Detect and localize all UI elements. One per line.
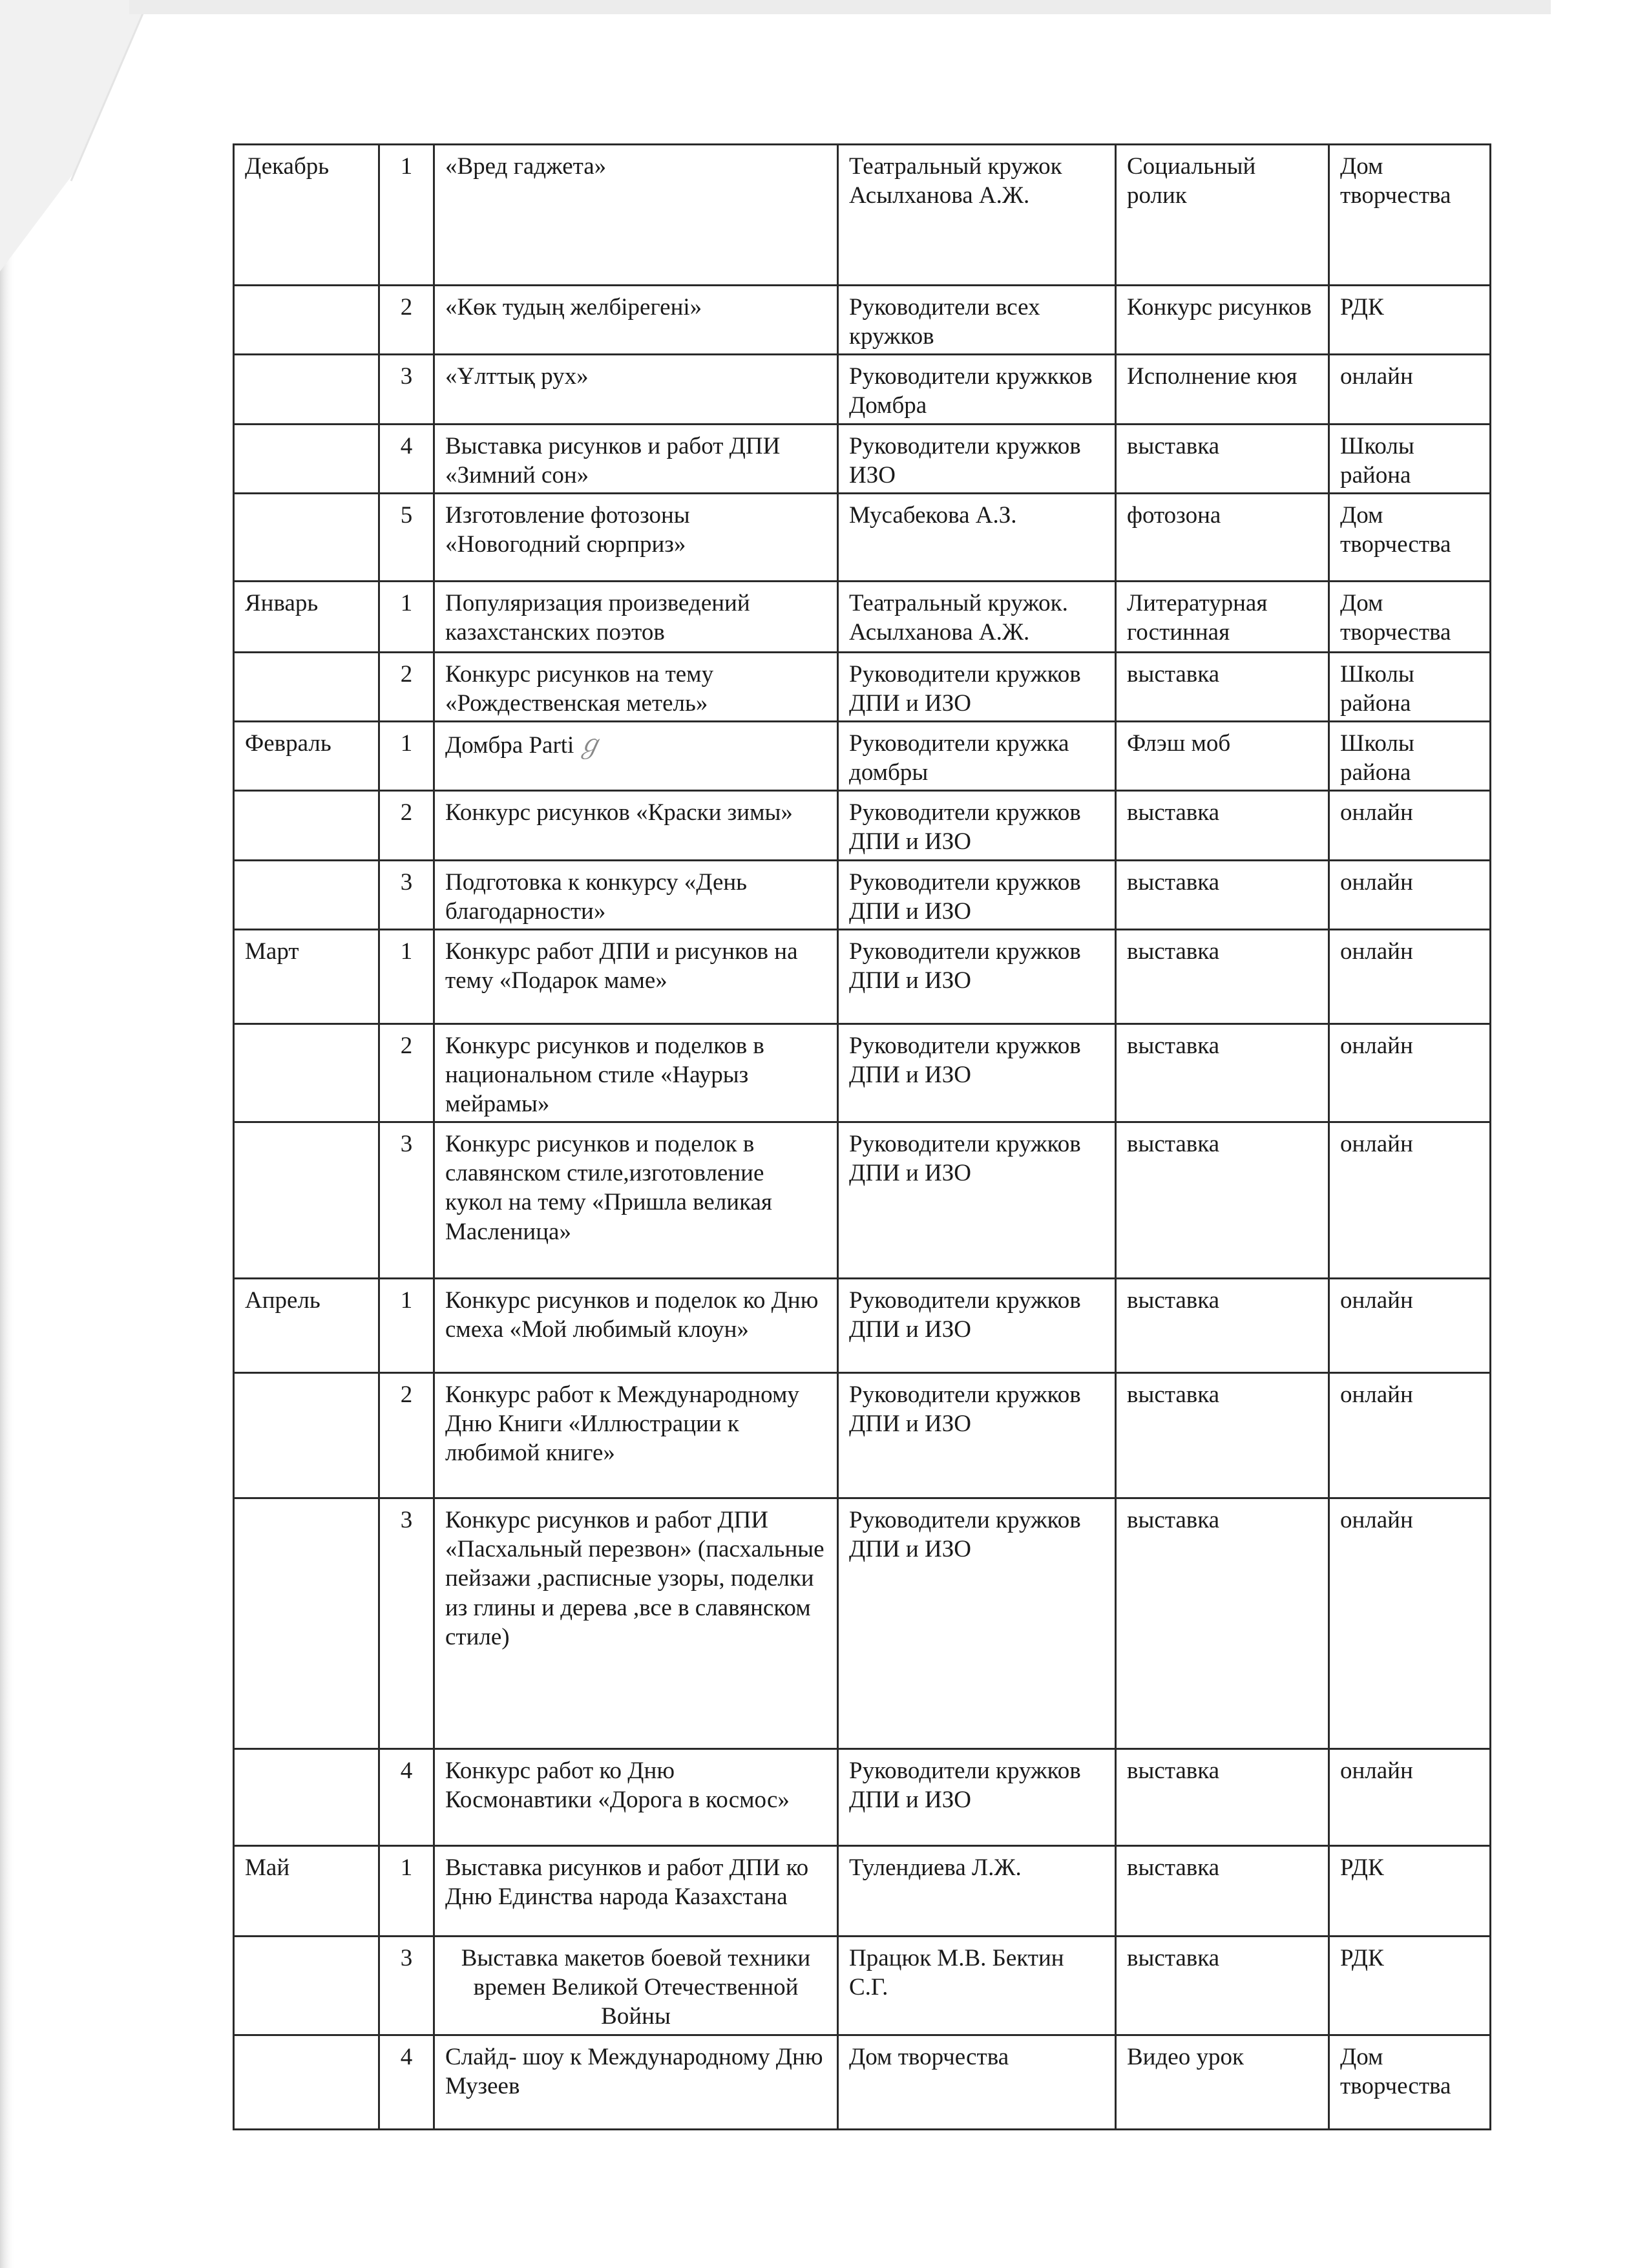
number-cell: 2 (379, 652, 434, 721)
number-cell: 3 (379, 1937, 434, 2035)
place-cell: Дом творчества (1329, 145, 1491, 286)
form-cell: выставка (1116, 1122, 1329, 1279)
month-cell (234, 860, 379, 929)
form-cell: фотозона (1116, 493, 1329, 581)
number-cell: 2 (379, 1024, 434, 1122)
month-cell (234, 2035, 379, 2129)
table-row (234, 1373, 1491, 1498)
place-cell: онлайн (1329, 355, 1491, 424)
table-row (234, 1937, 1491, 2035)
table-row (234, 1279, 1491, 1373)
month-cell (234, 1749, 379, 1846)
month-cell (234, 493, 379, 581)
event-title-cell: Выставка макетов боевой техники времен Великой Отечественной Войны (434, 1937, 838, 2035)
month-cell (234, 1122, 379, 1279)
number-cell: 4 (379, 2035, 434, 2129)
place-cell: онлайн (1329, 1498, 1491, 1749)
form-cell: выставка (1116, 1749, 1329, 1846)
number-cell: 2 (379, 1373, 434, 1498)
number-cell: 1 (379, 1846, 434, 1937)
event-title-cell: Конкурс рисунков и поделок ко Дню смеха «Мой любимый клоун» (434, 1279, 838, 1373)
responsible-cell: Руководители всех кружков (838, 286, 1116, 355)
form-cell: выставка (1116, 652, 1329, 721)
responsible-cell: Дом творчества (838, 2035, 1116, 2129)
number-cell: 1 (379, 929, 434, 1024)
event-title-cell: Конкурс работ ко Дню Космонавтики «Дорога в космос» (434, 1749, 838, 1846)
form-cell: Социальный ролик (1116, 145, 1329, 286)
month-cell (234, 424, 379, 493)
table-row (234, 2035, 1491, 2129)
form-cell: выставка (1116, 424, 1329, 493)
month-cell: Январь (234, 581, 379, 652)
event-title-cell: «Вред гаджета» (434, 145, 838, 286)
event-title-cell: Конкурс рисунков «Краски зимы» (434, 791, 838, 860)
number-cell: 2 (379, 286, 434, 355)
number-cell: 3 (379, 1122, 434, 1279)
table-row (234, 355, 1491, 424)
event-title-cell: Популяризация произведений казахстанских поэтов (434, 581, 838, 652)
form-cell: Литературная гостинная (1116, 581, 1329, 652)
place-cell: Школы района (1329, 652, 1491, 721)
responsible-cell: Працюк М.В. Бектин С.Г. (838, 1937, 1116, 2035)
place-cell: онлайн (1329, 1122, 1491, 1279)
table-row (234, 1122, 1491, 1279)
number-cell: 5 (379, 493, 434, 581)
month-cell: Февраль (234, 722, 379, 791)
responsible-cell: Театральный кружок. Асылханова А.Ж. (838, 581, 1116, 652)
event-title-cell: Конкурс работ ДПИ и рисунков на тему «Подарок маме» (434, 929, 838, 1024)
responsible-cell: Руководители кружков ДПИ и ИЗО (838, 1498, 1116, 1749)
form-cell: выставка (1116, 1279, 1329, 1373)
responsible-cell: Руководители кружков ДПИ и ИЗО (838, 860, 1116, 929)
place-cell: Дом творчества (1329, 2035, 1491, 2129)
place-cell: Дом творчества (1329, 581, 1491, 652)
place-cell: Школы района (1329, 424, 1491, 493)
table-row (234, 145, 1491, 286)
place-cell: Дом творчества (1329, 493, 1491, 581)
place-cell: РДК (1329, 1846, 1491, 1937)
place-cell: онлайн (1329, 929, 1491, 1024)
number-cell: 3 (379, 1498, 434, 1749)
form-cell: выставка (1116, 1024, 1329, 1122)
month-cell (234, 652, 379, 721)
number-cell: 4 (379, 424, 434, 493)
month-cell: Март (234, 929, 379, 1024)
event-title-cell: «Көк тудың желбірегені» (434, 286, 838, 355)
plan-table-wrapper (233, 143, 1489, 2130)
month-cell (234, 1373, 379, 1498)
table-row (234, 424, 1491, 493)
month-cell: Апрель (234, 1279, 379, 1373)
event-title-cell: Конкурс рисунков и работ ДПИ «Пасхальный перезвон» (пасхальные пейзажи ,расписные узоры, поделки из глины и дерева ,все в славянском стиле) (434, 1498, 838, 1749)
table-row (234, 1024, 1491, 1122)
table-row (234, 1846, 1491, 1937)
table-row (234, 286, 1491, 355)
table-row (234, 860, 1491, 929)
place-cell: РДК (1329, 1937, 1491, 2035)
form-cell: выставка (1116, 1846, 1329, 1937)
table-row (234, 652, 1491, 721)
responsible-cell: Тулендиева Л.Ж. (838, 1846, 1116, 1937)
table-row (234, 493, 1491, 581)
place-cell: онлайн (1329, 1024, 1491, 1122)
event-title-cell: Подготовка к конкурсу «День благодарности» (434, 860, 838, 929)
number-cell: 1 (379, 581, 434, 652)
number-cell: 3 (379, 355, 434, 424)
place-cell: онлайн (1329, 860, 1491, 929)
table-row (234, 929, 1491, 1024)
place-cell: РДК (1329, 286, 1491, 355)
responsible-cell: Руководители кружков ДПИ и ИЗО (838, 1279, 1116, 1373)
responsible-cell: Руководители кружков ДПИ и ИЗО (838, 1122, 1116, 1279)
form-cell: выставка (1116, 929, 1329, 1024)
form-cell: Исполнение кюя (1116, 355, 1329, 424)
number-cell: 3 (379, 860, 434, 929)
event-title-cell: Выставка рисунков и работ ДПИ ко Дню Единства народа Казахстана (434, 1846, 838, 1937)
month-cell (234, 791, 379, 860)
form-cell: выставка (1116, 1498, 1329, 1749)
table-row (234, 722, 1491, 791)
table-row (234, 581, 1491, 652)
event-title-cell: «Ұлттық рух» (434, 355, 838, 424)
responsible-cell: Руководители кружка домбры (838, 722, 1116, 791)
form-cell: выставка (1116, 1937, 1329, 2035)
place-cell: Школы района (1329, 722, 1491, 791)
month-cell (234, 286, 379, 355)
event-title-cell: Конкурс рисунков на тему «Рождественская метель» (434, 652, 838, 721)
form-cell: выставка (1116, 1373, 1329, 1498)
responsible-cell: Руководители кружков ДПИ и ИЗО (838, 791, 1116, 860)
event-title-text: Домбра Parti (445, 732, 574, 759)
responsible-cell: Руководители кружкков Домбра (838, 355, 1116, 424)
responsible-cell: Руководители кружков ДПИ и ИЗО (838, 1373, 1116, 1498)
responsible-cell: Руководители кружков ДПИ и ИЗО (838, 652, 1116, 721)
events-plan-table (233, 143, 1491, 2130)
month-cell (234, 1024, 379, 1122)
responsible-cell: Руководители кружков ДПИ и ИЗО (838, 929, 1116, 1024)
form-cell: выставка (1116, 791, 1329, 860)
form-cell: Видео урок (1116, 2035, 1329, 2129)
event-title-cell: Конкурс рисунков и поделков в национальном стиле «Наурыз мейрамы» (434, 1024, 838, 1122)
place-cell: онлайн (1329, 1279, 1491, 1373)
month-cell (234, 1937, 379, 2035)
event-title-cell: Конкурс работ к Международному Дню Книги «Иллюстрации к любимой книге» (434, 1373, 838, 1498)
number-cell: 2 (379, 791, 434, 860)
event-title-cell: Выставка рисунков и работ ДПИ «Зимний сон» (434, 424, 838, 493)
responsible-cell: Мусабекова А.З. (838, 493, 1116, 581)
responsible-cell: Руководители кружков ДПИ и ИЗО (838, 1749, 1116, 1846)
number-cell: 1 (379, 145, 434, 286)
number-cell: 4 (379, 1749, 434, 1846)
handwritten-mark: ℊ (576, 730, 603, 759)
month-cell: Май (234, 1846, 379, 1937)
responsible-cell: Театральный кружок Асылханова А.Ж. (838, 145, 1116, 286)
place-cell: онлайн (1329, 1373, 1491, 1498)
form-cell: Конкурс рисунков (1116, 286, 1329, 355)
month-cell (234, 1498, 379, 1749)
table-row (234, 1498, 1491, 1749)
table-row (234, 1749, 1491, 1846)
place-cell: онлайн (1329, 791, 1491, 860)
event-title-cell: Слайд- шоу к Международному Дню Музеев (434, 2035, 838, 2129)
form-cell: Флэш моб (1116, 722, 1329, 791)
event-title-cell (434, 722, 838, 791)
event-title-cell: Изготовление фотозоны «Новогодний сюрприз» (434, 493, 838, 581)
form-cell: выставка (1116, 860, 1329, 929)
responsible-cell: Руководители кружков ИЗО (838, 424, 1116, 493)
number-cell: 1 (379, 722, 434, 791)
place-cell: онлайн (1329, 1749, 1491, 1846)
event-title-cell: Конкурс рисунков и поделок в славянском стиле,изготовление кукол на тему «Пришла великая Масленица» (434, 1122, 838, 1279)
month-cell (234, 355, 379, 424)
month-cell: Декабрь (234, 145, 379, 286)
responsible-cell: Руководители кружков ДПИ и ИЗО (838, 1024, 1116, 1122)
number-cell: 1 (379, 1279, 434, 1373)
table-row (234, 791, 1491, 860)
